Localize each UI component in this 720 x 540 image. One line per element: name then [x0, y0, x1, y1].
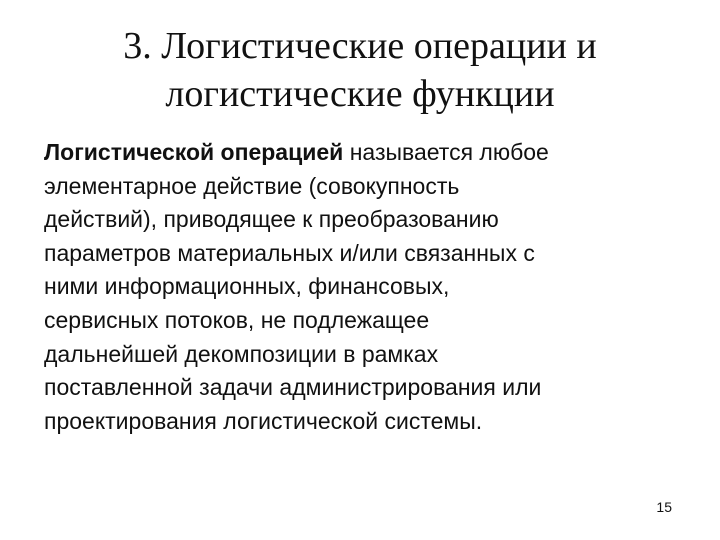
page-number: 15 — [656, 499, 672, 515]
slide-title-line-2: логистические функции — [165, 73, 555, 115]
defined-term: Логистической операцией — [44, 139, 344, 165]
definition-line-9: проектирования логистической системы. — [44, 407, 483, 434]
definition-line-3: действий), приводящее к преобразованию — [44, 206, 499, 233]
definition-line-1 — [44, 136, 674, 170]
definition-line-5: ними информационных, финансовых, — [44, 273, 450, 300]
definition-intro: называется любое — [343, 139, 549, 165]
slide-title-line-1: 3. Логистические операции и — [123, 25, 597, 67]
definition-paragraph — [44, 136, 674, 438]
definition-line-2: элементарное действие (совокупность — [44, 172, 460, 199]
definition-line-4: параметров материальных и/или связанных с — [44, 239, 535, 266]
definition-line-7: дальнейшей декомпозиции в рамках — [44, 340, 439, 367]
slide-title — [40, 22, 680, 118]
definition-line-8: поставленной задачи администрирования или — [44, 374, 542, 401]
definition-line-6: сервисных потоков, не подлежащее — [44, 306, 430, 333]
